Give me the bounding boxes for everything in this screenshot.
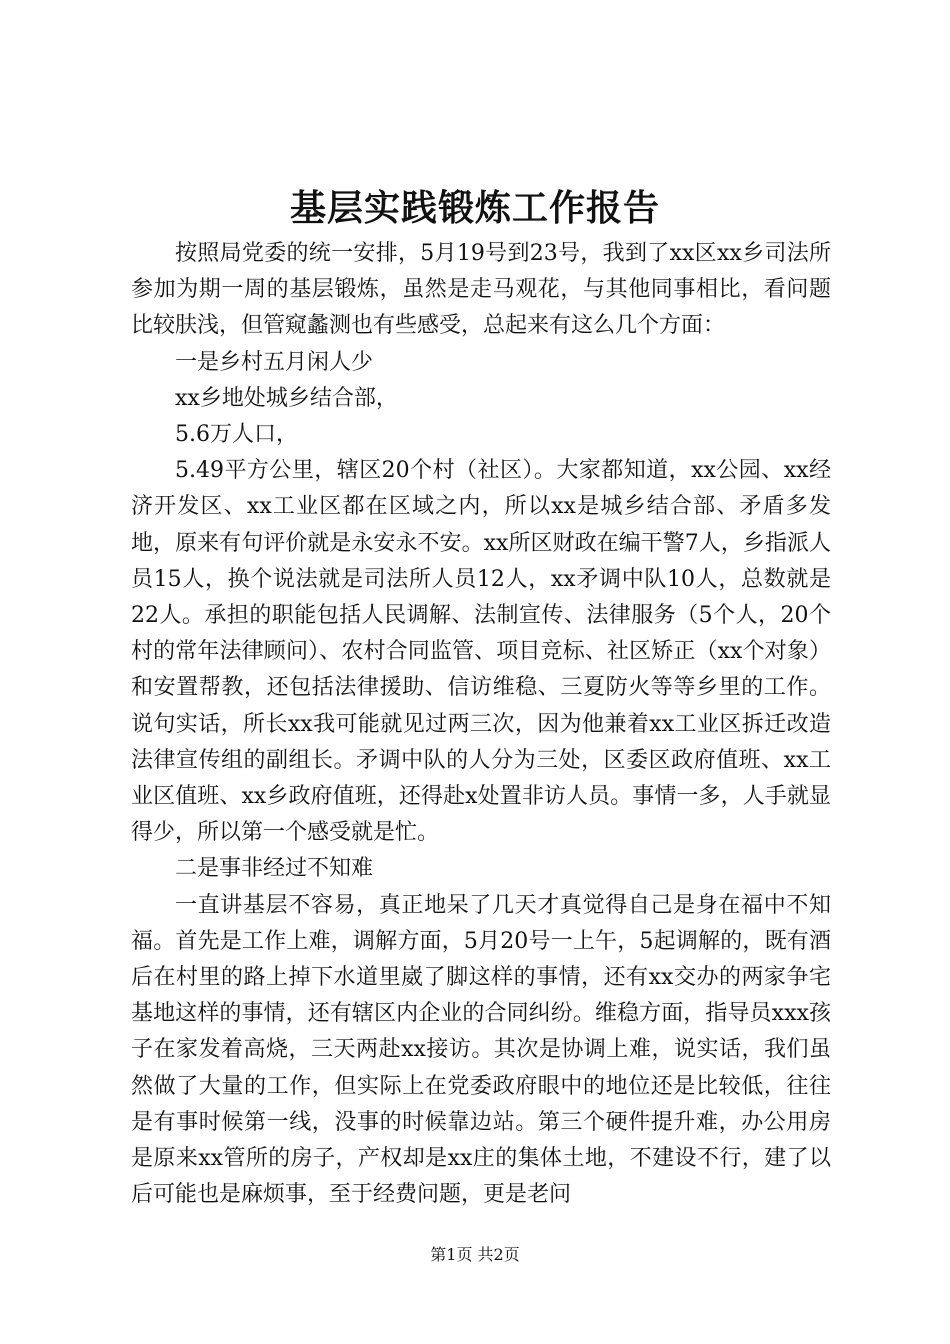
paragraph-difficulties: 一直讲基层不容易，真正地呆了几天才真觉得自己是身在福中不知福。首先是工作上难，调解方面，5月20号一上午，5起调解的，既有酒后在村里的路上掉下水道里崴了脚这样的事情，还有xx交办的两家争宅基地这样的事情，还有辖区内企业的合同纠纷。维稳方面，指导员xxx孩子在家发着高烧，三天两赴xx接访。其次是协调上难，说实话，我们虽然做了大量的工作，但实际上在党委政府眼中的地位还是比较低，往往是有事时候第一线，没事的时候靠边站。第三个硬件提升难，办公用房是原来xx管所的房子，产权却是xx庄的集体土地，不建设不行，建了以后可能也是麻烦事，至于经费问题，更是老问 xyxy=(131,892,831,1208)
section-heading-1: 一是乡村五月闲人少 xyxy=(175,349,374,375)
section-heading-2: 二是事非经过不知难 xyxy=(175,856,374,882)
paragraph-population: 5.6万人口， xyxy=(175,422,298,448)
paragraph-location: xx乡地处城乡结合部， xyxy=(175,385,398,411)
paragraph-area-details: 5.49平方公里，辖区20个村（社区）。大家都知道，xx公园、xx经济开发区、xx工业区都在区域之内，所以xx是城乡结合部、矛盾多发地，原来有句评价就是永安永不安。xx所区财政在编干警7人，乡指派人员15人，换个说法就是司法所人员12人，xx矛调中队10人，总数就是22人。承担的职能包括人民调解、法制宣传、法律服务（5个人，20个村的常年法律顾问）、农村合同监管、项目竞标、社区矫正（xx个对象）和安置帮教，还包括法律援助、信访维稳、三夏防火等等乡里的工作。说句实话，所长xx我可能就见过两三次，因为他兼着xx工业区拆迁改造法律宣传组的副组长。矛调中队的人分为三处，区委区政府值班、xx工业区值班、xx乡政府值班，还得赴x处置非访人员。事情一多，人手就显得少，所以第一个感受就是忙。 xyxy=(131,458,831,846)
page-number-footer: 第1页 共2页 xyxy=(430,1245,520,1264)
document-title: 基层实践锻炼工作报告 xyxy=(289,187,660,229)
paragraph-intro: 按照局党委的统一安排，5月19号到23号，我到了xx区xx乡司法所参加为期一周的基层锻炼，虽然是走马观花，与其他同事相比，看问题比较肤浅，但管窥蠡测也有些感受，总起来有这么几个方面： xyxy=(131,241,831,339)
document-body xyxy=(131,236,831,1213)
